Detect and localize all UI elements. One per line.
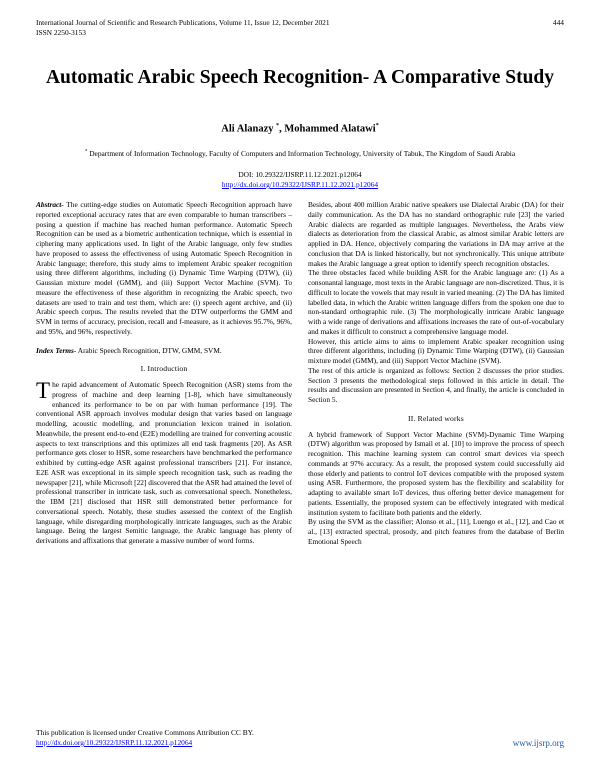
issn: ISSN 2250-3153	[36, 28, 86, 37]
doi-text: DOI: 10.29322/IJSRP.11.12.2021.p12064	[238, 170, 362, 179]
section-heading-related-works: II. Related works	[408, 413, 464, 423]
author-1-mark: *	[276, 123, 280, 129]
journal-name: International Journal of Scientific and Research Publications, Volume 11, Issue 12, December 2021	[36, 18, 330, 27]
index-terms-label: Index Terms	[36, 345, 74, 355]
drop-cap: T	[36, 378, 51, 403]
section-heading-introduction: I. Introduction	[140, 364, 188, 374]
abstract	[36, 200, 292, 337]
author-2-mark: *	[375, 123, 379, 129]
journal-website[interactable]: www.ijsrp.org	[512, 738, 564, 748]
authors	[0, 123, 600, 135]
abstract-label: Abstract-	[36, 200, 64, 209]
index-terms	[36, 346, 292, 356]
introduction-text: he rapid advancement of Automatic Speech Recognition (ASR) stems from the progress of machine and deep learning [1-8], which have simultaneously enhanced its performance to be on par with human performance [19]. The conventional ASR approach involves modular design that varies based on language modelling, acoustic modelling, and pronunciation lexicon trained in isolation. Meanwhile, the present end-to-end (E2E) modelling are trained for converting acoustic aspects to text transcriptions and this optimizes all end task fragments [20]. As ASR performance gets closer to HSR, some researchers have benchmarked the performance exhibited by cutting-edge ASR against professional transcribers [21]. For instance, E2E ASR was exceptional in its simple speech recognition task, such as reading the newspaper [21], while Microsoft [22] discovered that the ASR had attained the level of professional transcriber in intricate task, such as conversational speech. Nonetheless, the IBM [21] disclosed that HSR still demonstrated better performance for conversational speech. Notably, these studies assessed the context of the English language, while disregarding morphologically intricate languages, such as the Arabic language. Being the largest Semitic language, the Arabic language has plenty of derivations and affixations that generate a massive number of word forms.	[36, 380, 292, 545]
doi-block	[36, 170, 564, 190]
left-column	[36, 200, 292, 546]
paragraph: The three obstacles faced while building ASR for the Arabic language are: (1) As a consonantal language, most texts in the Arabic language are non-discretized. Thus, it is difficult to locate the vowels that may result in varied meaning. (2) The DA has limited labelled data, in which the Arabic written language differs from the spoken one due to non-standard orthographic rule. (3) The morphologically intricate Arabic language with a wide range of derivations and affixations increases the rate of out-of-vocabulary and makes it difficult to construct a comprehensive language model.	[308, 268, 564, 336]
affiliation-mark: *	[84, 149, 88, 155]
footer-doi-link[interactable]: http://dx.doi.org/10.29322/IJSRP.11.12.2021.p12064	[36, 738, 193, 747]
page-number: 444	[552, 18, 564, 27]
paragraph: By using the SVM as the classifier; Alonso et al., [11], Luengo et al., [12], and Cao et al., [13] extracted spectral, prosody, and pitch features from the database of Berlin Emotional Speech	[308, 517, 564, 546]
running-header	[36, 18, 564, 38]
index-terms-text: - Arabic Speech Recognition, DTW, GMM, SVM.	[73, 345, 222, 355]
paragraph: A hybrid framework of Support Vector Machine (SVM)-Dynamic Time Warping (DTW) algorithm was proposed by Ismail et al. [10] to improve the process of speech recognition. This machine learning system can control smart devices via speech commands at 97% accuracy. As a result, the proposed system could successfully aid those elderly and patients to control IoT devices compatible with the proposed system using ASR. Furthermore, the proposed system has the flexibility and scalability for adapting to available smart IoT devices, thus offering better device management for patients. Essentially, the proposed system can be effectively integrated with medical institution system to facilitate both patients and the elderly.	[308, 429, 564, 517]
affiliation	[36, 149, 564, 158]
introduction-paragraph	[36, 380, 292, 546]
author-1: Ali Alanazy	[221, 123, 274, 135]
paragraph: The rest of this article is organized as follows: Section 2 discusses the prior studies. Section 3 presents the methodological steps followed in this article in detail. The results and discussion are presented in Section 4, and finally, the article is concluded in Section 5.	[308, 365, 564, 404]
license-text: This publication is licensed under Creative Commons Attribution CC BY.	[36, 728, 254, 737]
paragraph: However, this article aims to aims to implement Arabic speaker recognition using three different algorithms, including (i) Dynamic Time Warping (DTW), (ii) Gaussian mixture model (GMM), and (iii) Support Vector Machine (SVM).	[308, 336, 564, 365]
affiliation-text: Department of Information Technology, Faculty of Computers and Information Technology, University of Tabuk, The Kingdom of Saudi Arabia	[87, 149, 516, 158]
footer	[36, 728, 564, 748]
author-2: Mohammed Alatawi	[284, 123, 376, 135]
right-column	[308, 200, 564, 547]
author-separator: ,	[279, 123, 285, 135]
paper-title: Automatic Arabic Speech Recognition- A Comparative Study	[45, 67, 555, 88]
abstract-text: The cutting-edge studies on Automatic Speech Recognition approach have reported exceptional accuracy rates that are even comparable to human transcribers – posing a question if machine has reached human performance. Automatic Speech Recognition can be used as a biometric authentication technique, which is essential in ciphering many applications used. In light of the Arabic language, only few studies have proposed to assess the effectiveness of using Automatic Speech Recognition in Arabic language; therefore, this study aims to implement Arabic speaker recognition using three different algorithms, including (i) Dynamic Time Warping (DTW), (ii) Gaussian mixture model (GMM), and (iii) Support Vector Machine (SVM). To measure the effectiveness of these algorithm in recognizing the Arabic speech, two datasets are used to train and test them, which are: (i) speech agent archive, and (ii) Arabic speech corpus. The results reveled that the DTW outperforms the GMM and SVM in terms of accuracy, precision, recall and f-measure, as it achieves 95.7%, 96%, and 95%, and 96%, respectively.	[36, 200, 292, 336]
paragraph: Besides, about 400 million Arabic native speakers use Dialectal Arabic (DA) for their daily communication. As the DA has no standard orthographic rule [23] the varied Arabic dialects are regarded as multiple languages. Nevertheless, the Arabs view dialects as deterioration from the classical Arabic, as almost similar Arabic letters are applied in DA. Hence, objectively comparing the variations in DA may arrive at the conclusion that DA is linked historically, but not synchronically. This unique attribute makes the Arabic language a great option to identify speech recognition obstacles.	[308, 200, 564, 268]
doi-link[interactable]: http://dx.doi.org/10.29322/IJSRP.11.12.2021.p12064	[221, 180, 379, 189]
